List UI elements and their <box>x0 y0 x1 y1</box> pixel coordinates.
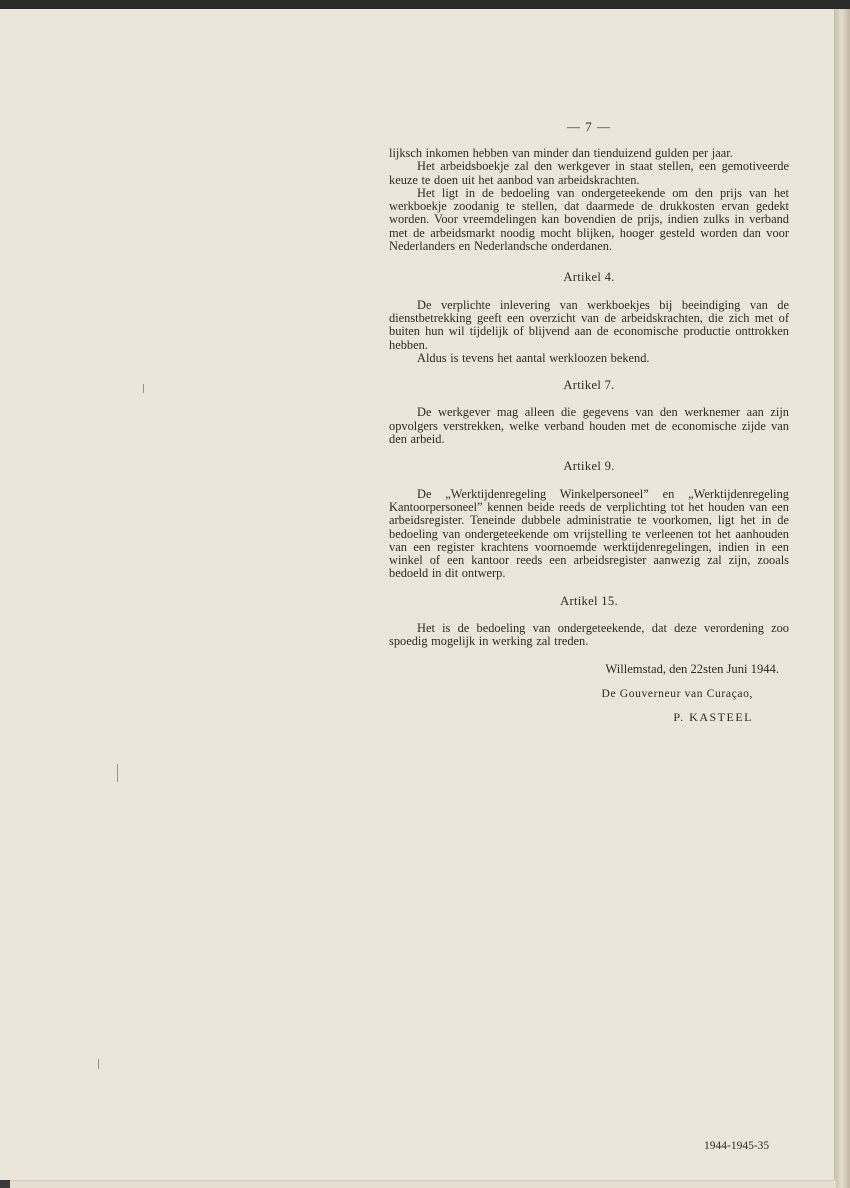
paragraph-artikel-7: De werkgever mag alleen die gegevens van den werknemer aan zijn opvolgers verstrekken, welke verband houden met de economische zijde van den arbeid. <box>389 405 789 447</box>
governor-title: De Gouverneur van Curaçao, <box>601 686 753 700</box>
page-stack-edge <box>836 9 850 1188</box>
paragraph-price: Het ligt in de bedoeling van ondergeteekende om den prijs van het werkboekje zoodanig te stellen, dat daarmede de drukkosten ervan gedekt worden. Voor vreemdelingen kan bovendien de prijs, indien zulks in verband met de arbeidsmarkt noodig mocht blijken, hooger gesteld worden dan voor Nederlanders en Nederlandsche onderdanen. <box>389 185 789 254</box>
archive-reference: 1944-1945-35 <box>704 1140 770 1152</box>
paragraph-income: lijksch inkomen hebben van minder dan tienduizend gulden per jaar. <box>389 146 733 160</box>
paper-mark <box>117 764 118 782</box>
paragraph-artikel-9: De „Werktijdenregeling Winkelpersoneel” en „Werktijdenregeling Kantoorpersoneel” kennen beide reeds de verplichting tot het houden van een arbeidsregister. Teneinde dubbele administratie te voorkomen, ligt het in de bedoeling van ondergeteekende om vrijstelling te verleenen tot het aanhouden van een register krachtens voornoemde werktijdenregelingen, indien in een winkel of een kantoor reeds een arbeidsregister aanwezig zal zijn, zooals bedoeld in dit ontwerp. <box>389 486 789 581</box>
page-number: — 7 — <box>567 119 611 134</box>
heading-artikel-15: Artikel 15. <box>560 593 618 608</box>
paper-mark <box>98 1059 99 1069</box>
paper-mark <box>143 384 144 393</box>
paragraph-artikel-4-a: De verplichte inlevering van werkboekjes bij beeindiging van de dienstbetrekking geeft een overzicht van de arbeidskrachten, die zich met of buiten hun wil tijdelijk of blijvend aan de economische productie onttrokken hebben. <box>389 297 789 352</box>
heading-artikel-4: Artikel 4. <box>563 270 615 285</box>
paragraph-artikel-15: Het is de bedoeling van ondergeteekende, dat deze verordening zoo spoedig mogelijk in werking zal treden. <box>389 621 789 649</box>
paragraph-arbeidsboekje: Het arbeidsboekje zal den werkgever in staat stellen, een gemotiveerde keuze te doen uit het aanbod van arbeidskrachten. <box>389 159 789 187</box>
text-column <box>389 115 789 725</box>
paragraph-artikel-4-b: Aldus is tevens het aantal werkloozen bekend. <box>417 350 650 365</box>
date-line: Willemstad, den 22sten Juni 1944. <box>605 661 779 676</box>
signature-name: P. KASTEEL <box>673 710 753 725</box>
heading-artikel-9: Artikel 9. <box>563 459 615 474</box>
scan-top-border <box>0 0 850 9</box>
heading-artikel-7: Artikel 7. <box>563 378 615 393</box>
